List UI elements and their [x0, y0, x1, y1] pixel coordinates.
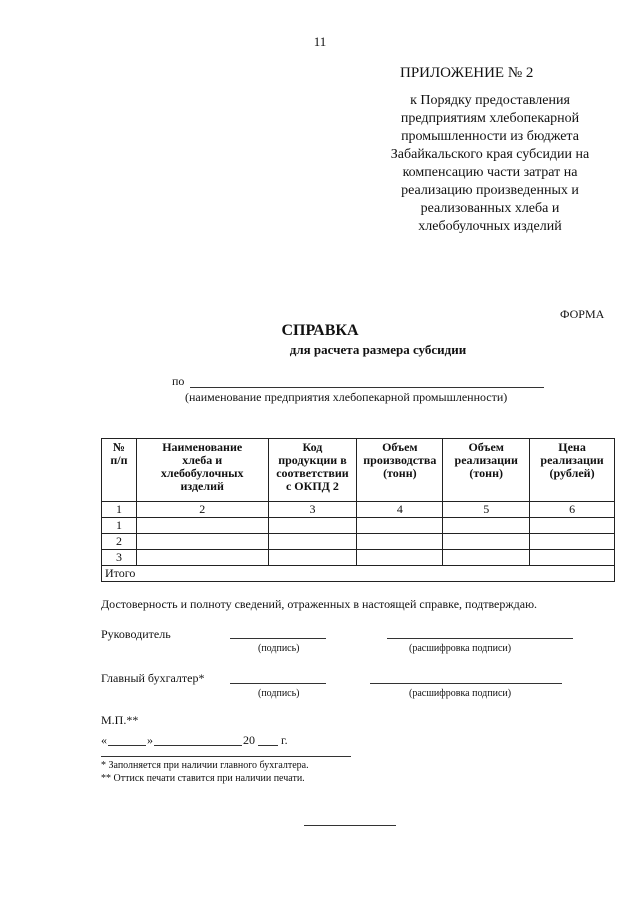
- stamp-label: М.П.**: [101, 713, 139, 727]
- col-header-sale-price: Цена реализации (рублей): [530, 439, 615, 502]
- date-day-line[interactable]: [108, 745, 146, 746]
- table-cell[interactable]: [136, 534, 268, 550]
- col-header-production-volume: Объем производства (тонн): [357, 439, 443, 502]
- table-row: [102, 518, 615, 534]
- appendix-title: ПРИЛОЖЕНИЕ № 2: [400, 65, 534, 81]
- table-cell[interactable]: [443, 550, 530, 566]
- appendix-line: реализованных хлеба и: [420, 201, 560, 216]
- footnote-divider: [101, 756, 351, 757]
- column-number: 5: [443, 502, 530, 518]
- appendix-line: Забайкальского края субсидии на: [390, 147, 590, 162]
- head-signature-line[interactable]: [230, 638, 326, 639]
- document-title: СПРАВКА: [281, 322, 359, 339]
- appendix-line: компенсацию части затрат на: [402, 165, 578, 180]
- enterprise-name-line[interactable]: [190, 387, 544, 388]
- table-cell[interactable]: [357, 518, 443, 534]
- accountant-decode-line[interactable]: [370, 683, 562, 684]
- confirmation-text: Достоверность и полноту сведений, отраженных в настоящей справке, подтверждаю.: [101, 597, 538, 611]
- column-number: 2: [136, 502, 268, 518]
- column-number: 3: [268, 502, 357, 518]
- table-row: [102, 550, 615, 566]
- table-cell[interactable]: [136, 550, 268, 566]
- page-number: 11: [313, 34, 327, 49]
- head-decode-caption: (расшифровка подписи): [409, 643, 512, 654]
- row-number: 3: [102, 550, 137, 566]
- head-signature-caption: (подпись): [258, 643, 300, 654]
- bottom-divider: [304, 825, 396, 826]
- subsidy-table: [101, 438, 615, 582]
- column-number-row: [102, 502, 615, 518]
- row-number: 2: [102, 534, 137, 550]
- date-month-line[interactable]: [154, 745, 242, 746]
- column-number: 4: [357, 502, 443, 518]
- table-cell[interactable]: [530, 550, 615, 566]
- table-cell[interactable]: [530, 534, 615, 550]
- head-label: Руководитель: [101, 627, 171, 641]
- col-header-sales-volume: Объем реализации (тонн): [443, 439, 530, 502]
- footnote: * Заполняется при наличии главного бухгалтера.: [101, 760, 309, 771]
- table-cell[interactable]: [357, 550, 443, 566]
- date-open-quote: «: [101, 733, 107, 747]
- table-row: [102, 534, 615, 550]
- table-header-row: [102, 439, 615, 502]
- document-subtitle: для расчета размера субсидии: [289, 342, 467, 357]
- total-label: Итого: [102, 566, 615, 582]
- column-number: 1: [102, 502, 137, 518]
- col-header-product-name: Наименование хлеба и хлебобулочных изделий: [136, 439, 268, 502]
- head-decode-line[interactable]: [387, 638, 573, 639]
- footnote: ** Оттиск печати ставится при наличии печати.: [101, 773, 305, 784]
- total-row: [102, 566, 615, 582]
- form-label: ФОРМА: [560, 307, 605, 321]
- table-cell[interactable]: [268, 550, 357, 566]
- po-label: по: [172, 374, 185, 388]
- col-header-number: № п/п: [102, 439, 137, 502]
- column-number: 6: [530, 502, 615, 518]
- col-header-okpd-code: Код продукции в соответствии с ОКПД 2: [268, 439, 357, 502]
- date-year-prefix: 20: [243, 733, 255, 747]
- appendix-line: реализацию произведенных и: [401, 183, 579, 198]
- appendix-text: [340, 92, 640, 236]
- appendix-line: к Порядку предоставления: [410, 93, 570, 108]
- table-cell[interactable]: [268, 534, 357, 550]
- appendix-line: промышленности из бюджета: [401, 129, 579, 144]
- date-year-line[interactable]: [258, 745, 278, 746]
- accountant-signature-line[interactable]: [230, 683, 326, 684]
- table-cell[interactable]: [268, 518, 357, 534]
- table-cell[interactable]: [357, 534, 443, 550]
- date-year-suffix: г.: [281, 733, 288, 747]
- appendix-line: хлебобулочных изделий: [418, 219, 562, 234]
- date-close-quote: »: [147, 733, 153, 747]
- appendix-line: предприятиям хлебопекарной: [400, 111, 580, 126]
- accountant-signature-caption: (подпись): [258, 688, 300, 699]
- row-number: 1: [102, 518, 137, 534]
- accountant-label: Главный бухгалтер*: [101, 671, 205, 685]
- table-cell[interactable]: [443, 534, 530, 550]
- enterprise-name-caption: (наименование предприятия хлебопекарной промышленности): [185, 390, 508, 404]
- table-cell[interactable]: [530, 518, 615, 534]
- table-cell[interactable]: [136, 518, 268, 534]
- accountant-decode-caption: (расшифровка подписи): [409, 688, 512, 699]
- table-cell[interactable]: [443, 518, 530, 534]
